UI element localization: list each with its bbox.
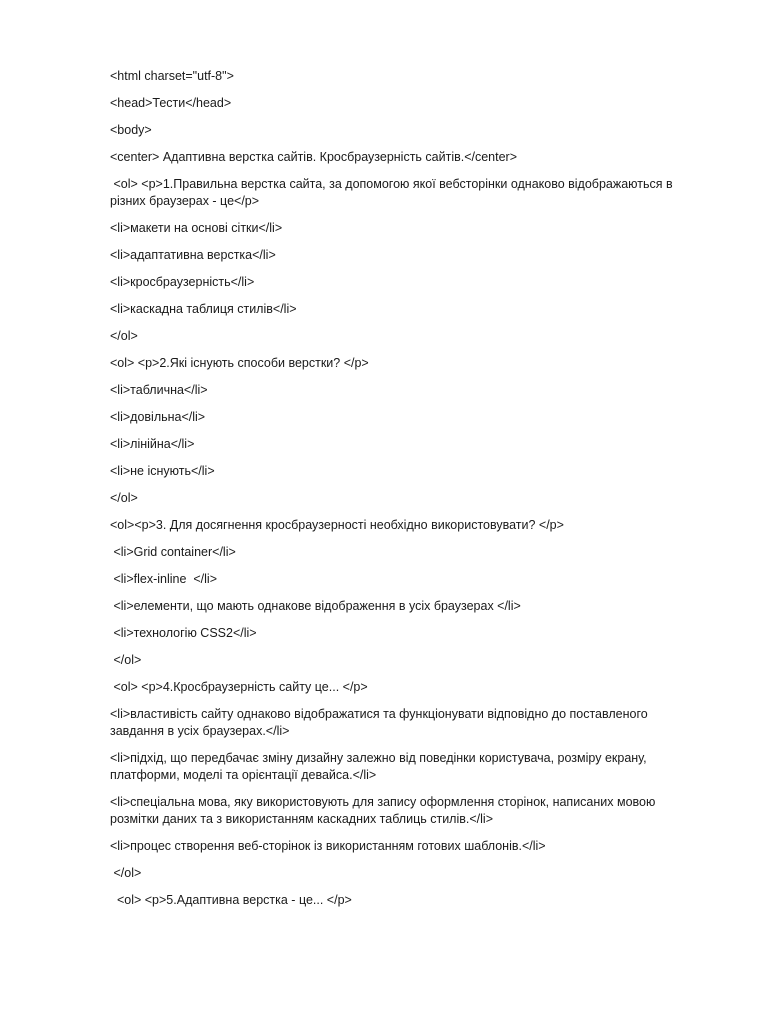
question-3-close: </ol>: [110, 653, 142, 667]
question-1-option-1: <li>макети на основі сітки</li>: [110, 221, 283, 235]
code-line-body-open: <body>: [110, 123, 152, 137]
question-2-option-1: <li>таблична</li>: [110, 383, 208, 397]
question-2-option-2: <li>довільна</li>: [110, 410, 206, 424]
question-1-option-2: <li>адаптативна верстка</li>: [110, 248, 276, 262]
question-4-option-3: <li>спеціальна мова, яку використовують для запису оформлення сторінок, написаних мовою розмітки даних та з використанням каскадних таблиць стилів.</li>: [110, 795, 659, 826]
code-line-head: <head>Тести</head>: [110, 96, 232, 110]
question-4: <ol> <p>4.Кросбраузерність сайту це... </p>: [110, 680, 368, 694]
question-1-close: </ol>: [110, 329, 138, 343]
question-1-option-3: <li>кросбраузерність</li>: [110, 275, 255, 289]
code-line-center-title: <center> Адаптивна верстка сайтів. Кросбраузерність сайтів.</center>: [110, 150, 518, 164]
question-1: <ol> <p>1.Правильна верстка сайта, за допомогою якої вебсторінки однаково відображаються в різних браузерах - це</p>: [110, 177, 677, 208]
question-4-option-4: <li>процес створення веб-сторінок із використанням готових шаблонів.</li>: [110, 839, 546, 853]
question-3-option-1: <li>Grid container</li>: [110, 545, 236, 559]
question-3-option-3: <li>елементи, що мають однакове відображення в усіх браузерах </li>: [110, 599, 521, 613]
question-2-option-4: <li>не існують</li>: [110, 464, 215, 478]
question-2-option-3: <li>лінійна</li>: [110, 437, 195, 451]
question-5: <ol> <p>5.Адаптивна верстка - це... </p>: [110, 893, 352, 907]
question-3: <ol><p>3. Для досягнення кросбраузерності необхідно використовувати? </p>: [110, 518, 564, 532]
question-1-option-4: <li>каскадна таблиця стилів</li>: [110, 302, 297, 316]
question-4-option-2: <li>підхід, що передбачає зміну дизайну залежно від поведінки користувача, розміру екрану, платформи, моделі та орієнтації девайса.</li>: [110, 751, 651, 782]
question-4-close: </ol>: [110, 866, 142, 880]
question-4-option-1: <li>властивість сайту однаково відображатися та функціонувати відповідно до поставленого завдання в усіх браузерах.</li>: [110, 707, 652, 738]
question-3-option-2: <li>flex-inline </li>: [110, 572, 218, 586]
question-2-close: </ol>: [110, 491, 138, 505]
question-3-option-4: <li>технологію CSS2</li>: [110, 626, 257, 640]
question-2: <ol> <p>2.Які існують способи верстки? </p>: [110, 356, 369, 370]
code-line-html-open: <html charset="utf-8">: [110, 69, 234, 83]
